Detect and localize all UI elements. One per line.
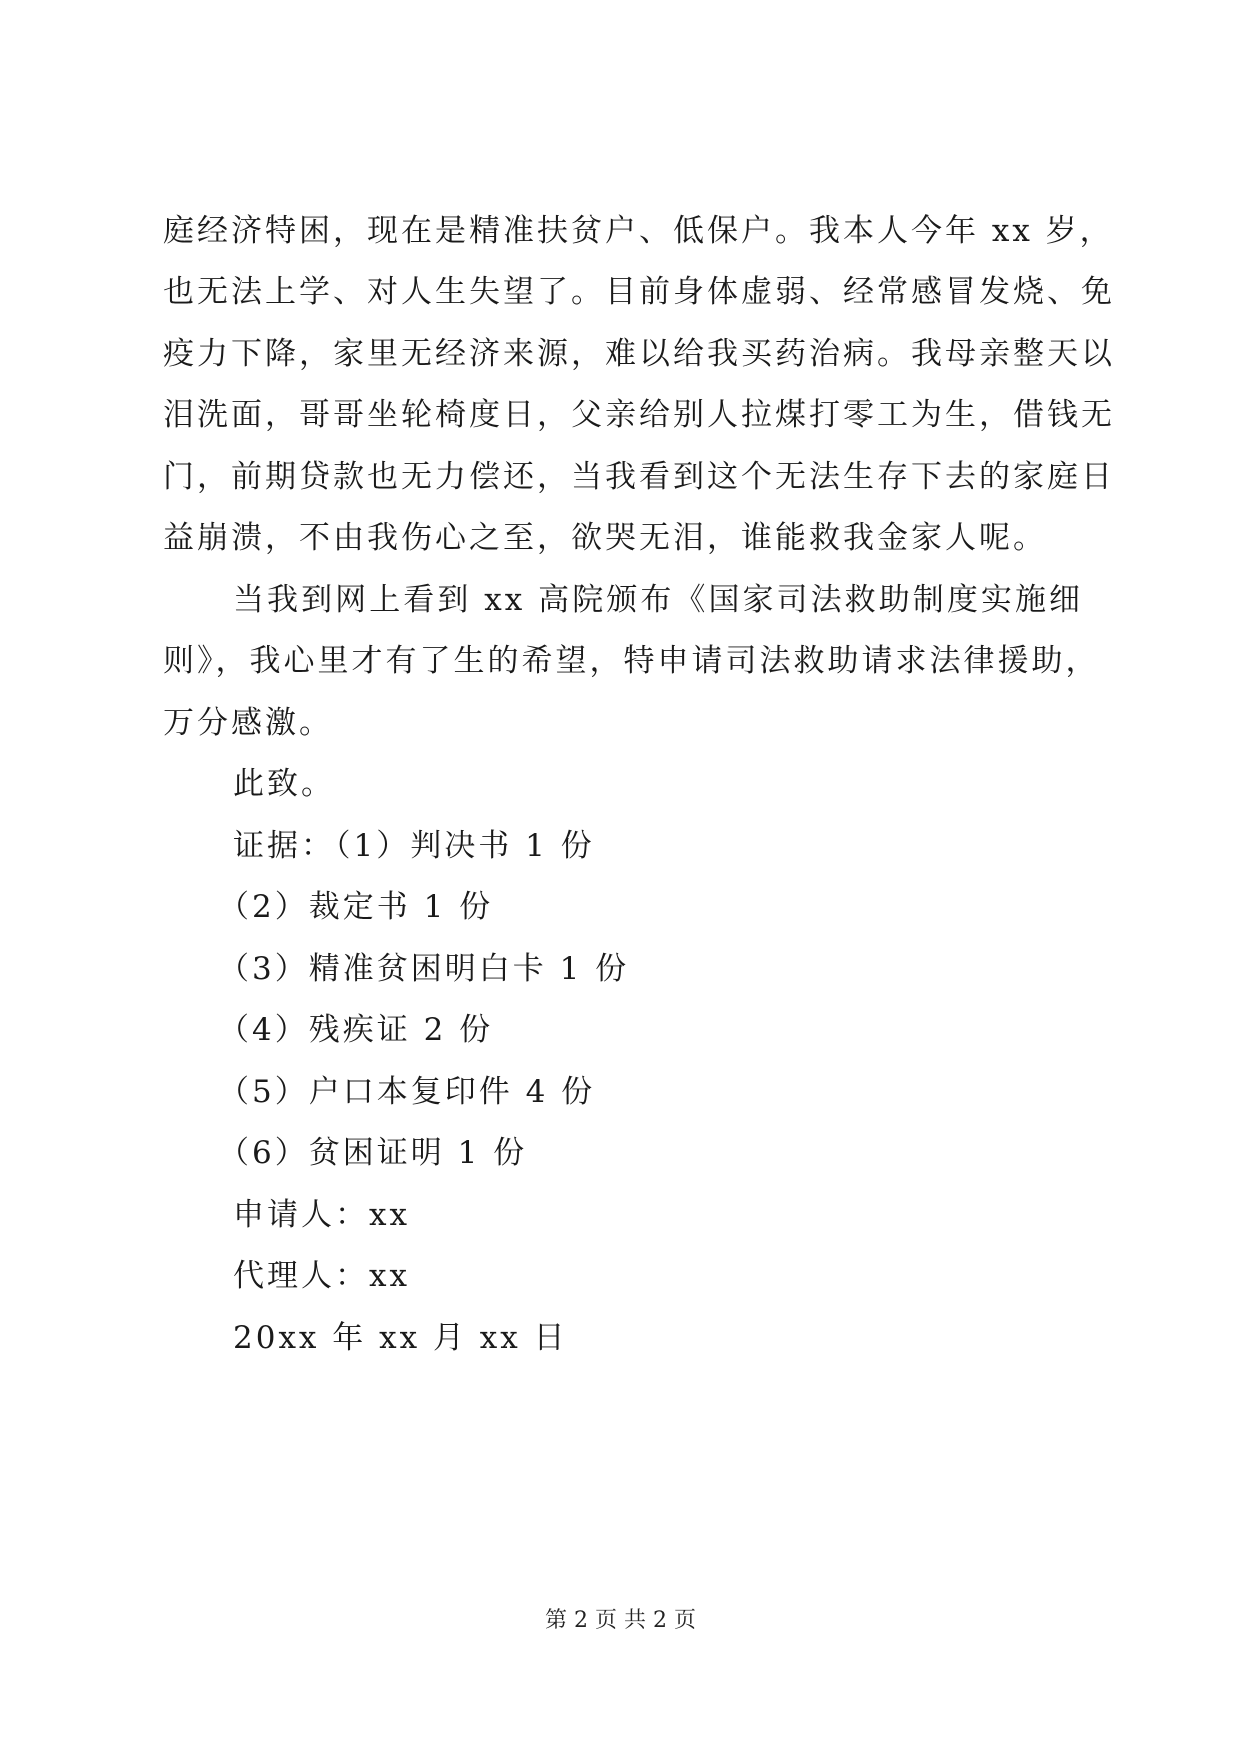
applicant-line: 申请人：xx [233, 1197, 410, 1233]
date-line: 20xx 年 xx 月 xx 日 [233, 1320, 568, 1356]
evidence-item-2: （2）裁定书 1 份 [218, 889, 494, 925]
paragraph1-line-1: 庭经济特困，现在是精准扶贫户、低保户。我本人今年 xx 岁， [163, 213, 1114, 249]
evidence-item-3: （3）精准贫困明白卡 1 份 [218, 951, 630, 987]
evidence-item-5: （5）户口本复印件 4 份 [218, 1074, 596, 1110]
evidence-item-6: （6）贫困证明 1 份 [218, 1135, 528, 1171]
page-number-footer: 第 2 页 共 2 页 [545, 1608, 696, 1633]
paragraph2-line-3: 万分感激。 [163, 705, 333, 741]
paragraph1-line-3: 疫力下降，家里无经济来源，难以给我买药治病。我母亲整天以 [163, 336, 1115, 372]
paragraph1-line-4: 泪洗面，哥哥坐轮椅度日，父亲给别人拉煤打零工为生，借钱无 [163, 397, 1115, 433]
paragraph2-line-1: 当我到网上看到 xx 高院颁布《国家司法救助制度实施细 [233, 582, 1083, 618]
paragraph2-line-2: 则》，我心里才有了生的希望，特申请司法救助请求法律援助， [163, 643, 1100, 679]
agent-line: 代理人：xx [233, 1258, 410, 1294]
paragraph1-line-5: 门，前期贷款也无力偿还，当我看到这个无法生存下去的家庭日 [163, 459, 1115, 495]
evidence-item-1: 证据：（1）判决书 1 份 [233, 828, 595, 864]
paragraph1-line-2: 也无法上学、对人生失望了。目前身体虚弱、经常感冒发烧、免 [163, 274, 1115, 310]
evidence-item-4: （4）残疾证 2 份 [218, 1012, 494, 1048]
closing-line: 此致。 [233, 766, 335, 802]
paragraph1-line-6: 益崩溃，不由我伤心之至，欲哭无泪，谁能救我金家人呢。 [163, 520, 1047, 556]
